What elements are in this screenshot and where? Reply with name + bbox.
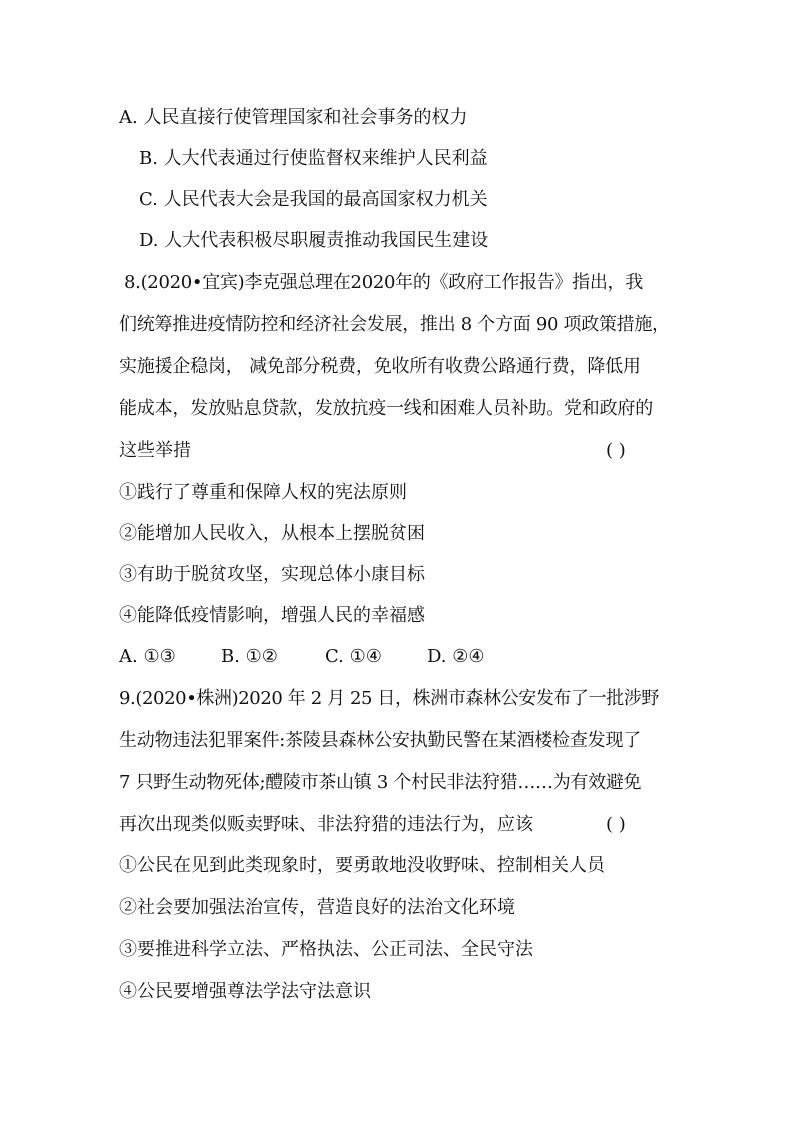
q7-option-b: B. 人大代表通过行使监督权来维护人民利益	[139, 148, 488, 169]
q9-statement-1: ①公民在见到此类现象时，要勇敢地没收野味、控制相关人员	[119, 855, 605, 876]
q7-option-c: C. 人民代表大会是我国的最高国家权力机关	[139, 189, 488, 210]
q8-stem-line-2: 们统筹推进疫情防控和经济社会发展，推出 8 个方面 90 项政策措施，	[119, 314, 670, 335]
q8-stem-line-4: 能成本，发放贴息贷款，发放抗疫一线和困难人员补助。党和政府的	[119, 398, 653, 419]
q8-choice-c: C. ①④	[325, 646, 382, 667]
q9-answer-paren: ( )	[606, 814, 626, 835]
q9-statement-3: ③要推进科学立法、严格执法、公正司法、全民守法	[119, 939, 533, 960]
q8-statement-1: ①践行了尊重和保障人权的宪法原则	[119, 482, 407, 503]
q8-statement-2: ②能增加人民收入，从根本上摆脱贫困	[119, 523, 425, 544]
q9-stem-line-1: 9.(2020•株洲)2020 年 2 月 25 日，株洲市森林公安发布了一批涉野	[119, 688, 660, 709]
q8-choice-b: B. ①②	[221, 646, 278, 667]
q8-choice-a: A. ①③	[119, 646, 176, 667]
q9-statement-2: ②社会要加强法治宣传，营造良好的法治文化环境	[119, 897, 515, 918]
q8-statement-3: ③有助于脱贫攻坚，实现总体小康目标	[119, 564, 425, 585]
q9-stem-line-3: 7 只野生动物死体;醴陵市茶山镇 3 个村民非法狩猎……为有效避免	[119, 772, 642, 793]
q8-answer-paren: ( )	[606, 440, 626, 461]
q7-option-a: A. 人民直接行使管理国家和社会事务的权力	[119, 107, 468, 128]
q9-stem-line-4: 再次出现类似贩卖野味、非法狩猎的违法行为，应该	[119, 814, 533, 835]
q8-stem-line-1: 8.(2020•宜宾)李克强总理在2020年的《政府工作报告》指出，我	[124, 272, 643, 293]
q8-stem-line-3: 实施援企稳岗， 减免部分税费，免收所有收费公路通行费，降低用	[119, 356, 641, 377]
q9-stem-line-2: 生动物违法犯罪案件:茶陵县森林公安执勤民警在某酒楼检查发现了	[119, 730, 642, 751]
q8-stem-line-5: 这些举措	[119, 440, 191, 461]
q7-option-d: D. 人大代表积极尽职履责推动我国民生建设	[139, 230, 489, 251]
q8-statement-4: ④能降低疫情影响，增强人民的幸福感	[119, 605, 425, 626]
q9-statement-4: ④公民要增强尊法学法守法意识	[119, 981, 371, 1002]
q8-choice-d: D. ②④	[427, 646, 485, 667]
